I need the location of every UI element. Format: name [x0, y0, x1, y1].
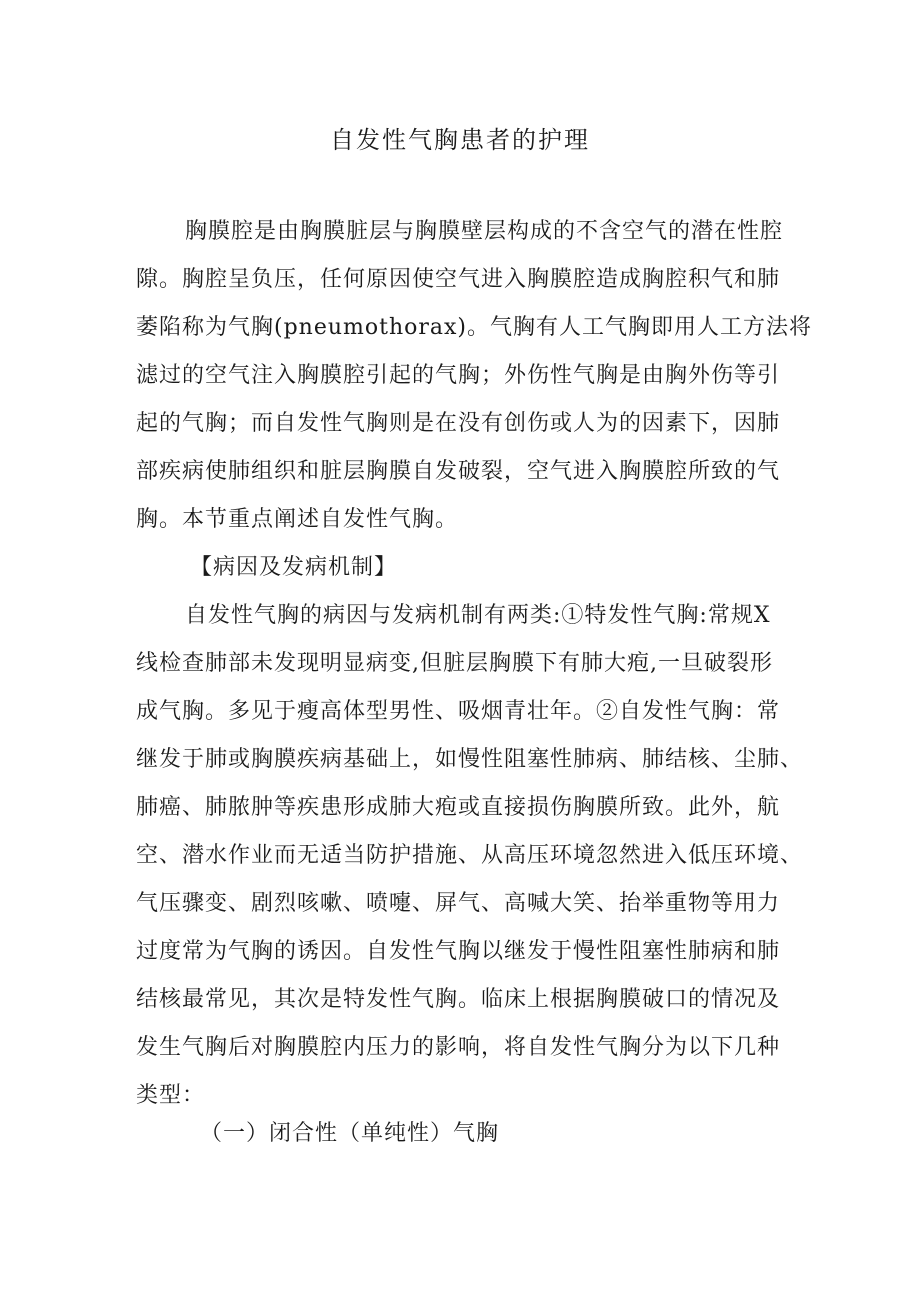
paragraph-line: 成气胸。多见于瘦高体型男性、吸烟青壮年。②自发性气胸：常: [136, 699, 781, 724]
paragraph-line: 继发于肺或胸膜疾病基础上，如慢性阻塞性肺病、肺结核、尘肺、: [136, 747, 804, 772]
paragraph-line: 部疾病使肺组织和脏层胸膜自发破裂，空气进入胸膜腔所致的气: [136, 459, 781, 484]
paragraph-line: 胸。本节重点阐述自发性气胸。: [136, 507, 459, 532]
paragraph-line: 滤过的空气注入胸膜腔引起的气胸；外伤性气胸是由胸外伤等引: [136, 363, 781, 388]
paragraph-line: 隙。胸腔呈负压，任何原因使空气进入胸膜腔造成胸腔积气和肺: [136, 267, 781, 292]
paragraph-line: 胸膜腔是由胸膜脏层与胸膜壁层构成的不含空气的潜在性腔: [185, 219, 784, 244]
paragraph-line: 空、潜水作业而无适当防护措施、从高压环境忽然进入低压环境、: [136, 843, 804, 868]
subsection-heading: （一）闭合性（单纯性）气胸: [200, 1121, 500, 1146]
paragraph-line: 类型：: [136, 1083, 206, 1108]
paragraph-line: 萎陷称为气胸(pneumothorax)。气胸有人工气胸即用人工方法将: [136, 315, 813, 340]
paragraph-line: 发生气胸后对胸膜腔内压力的影响，将自发性气胸分为以下几种: [136, 1035, 781, 1060]
paragraph-line: 结核最常见，其次是特发性气胸。临床上根据胸膜破口的情况及: [136, 987, 781, 1012]
paragraph-line: 肺癌、肺脓肿等疾患形成肺大疱或直接损伤胸膜所致。此外，航: [136, 795, 781, 820]
paragraph-line: 过度常为气胸的诱因。自发性气胸以继发于慢性阻塞性肺病和肺: [136, 939, 781, 964]
paragraph-line: 自发性气胸的病因与发病机制有两类:①特发性气胸:常规X: [185, 603, 771, 628]
paragraph-line: 线检查肺部未发现明显病变,但脏层胸膜下有肺大疱,一旦破裂形: [136, 651, 773, 676]
paragraph-line: 起的气胸；而自发性气胸则是在没有创伤或人为的因素下，因肺: [136, 411, 781, 436]
document-title: 自发性气胸患者的护理: [330, 126, 590, 154]
section-heading: 【病因及发病机制】: [190, 555, 398, 580]
paragraph-line: 气压骤变、剧烈咳嗽、喷嚏、屏气、高喊大笑、抬举重物等用力: [136, 891, 781, 916]
